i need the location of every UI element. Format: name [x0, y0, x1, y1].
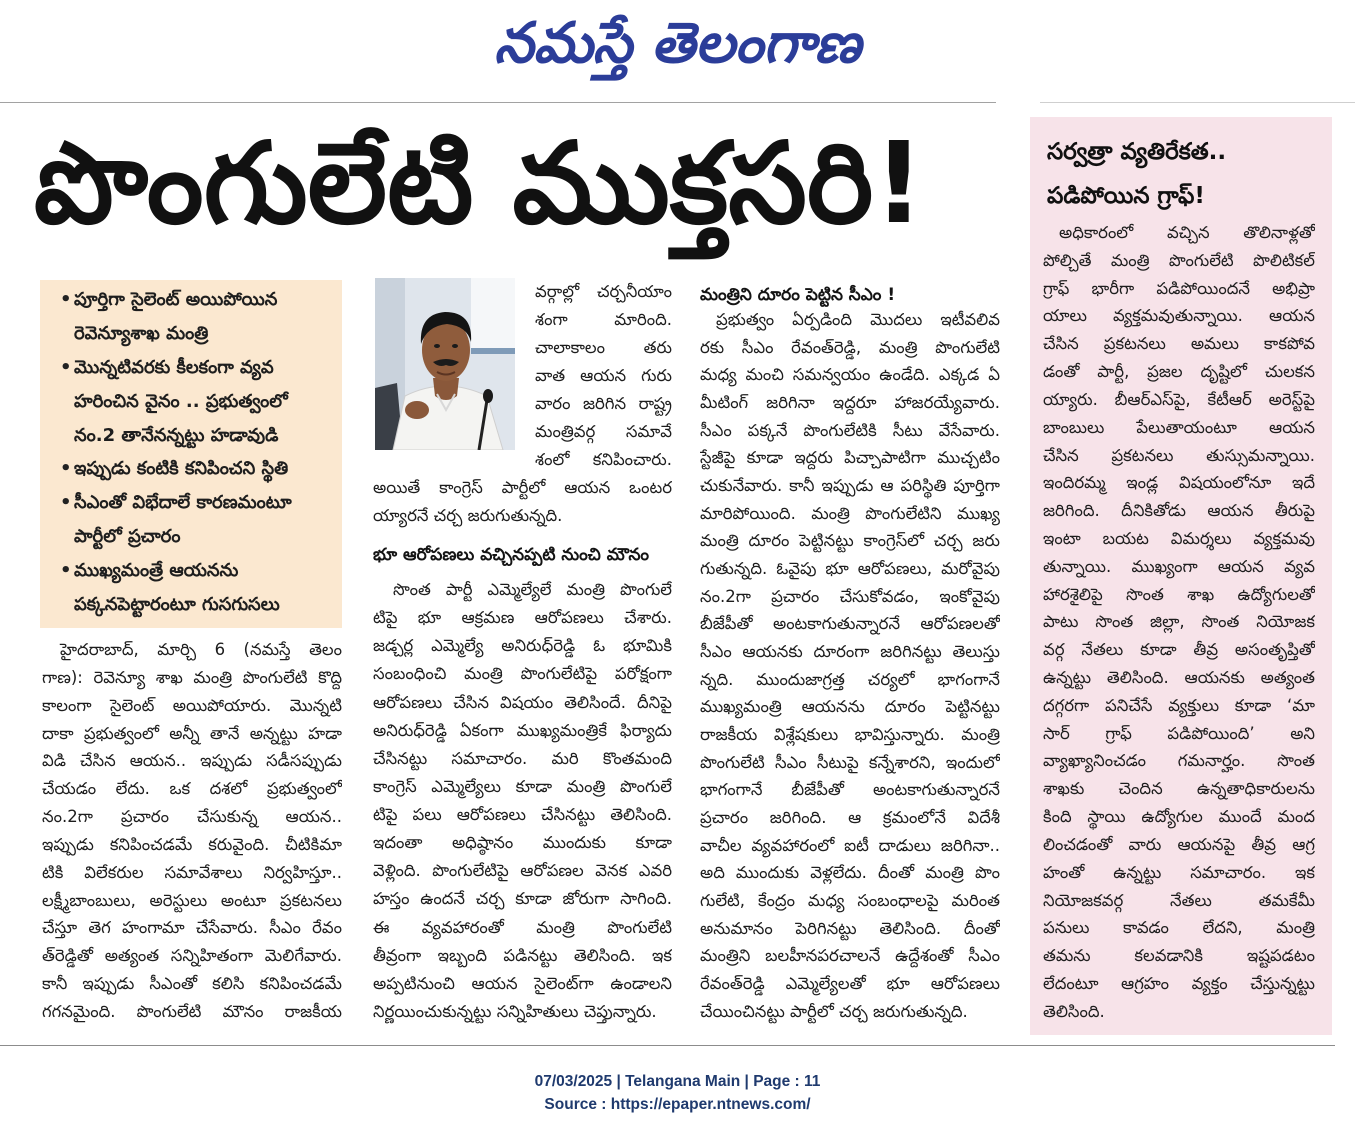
text-line: నియోజకవర్గ నేతలు తమకేమీ	[1043, 890, 1315, 910]
sidebar-title-line-2: పడిపోయిన గ్రాఫ్!	[1047, 183, 1205, 209]
text-line: చేసిన ప్రకటనలు తుస్సుమన్నాయి.	[1043, 445, 1315, 465]
text-line: బాంబులు పేలుతాయంటూ ఆయన	[1043, 417, 1315, 437]
text-line: బీజేపీతో అంటకాగుతున్నారనే ఆరోపణలతో	[700, 614, 1000, 634]
text-line: పనులు కావడం లేదని, మంత్రి	[1043, 918, 1315, 938]
column-1-text	[42, 636, 342, 1028]
text-line: మంత్రిని బలహీనపరచాలనే ఉద్దేశంతో సీఎం	[700, 946, 1000, 966]
text-line: తెలిసింది.	[1043, 1001, 1105, 1021]
text-line: ఆరోపణలు చేసిన విషయం తెలిసిందే. దీనిపై	[373, 692, 672, 712]
highlight-item	[60, 351, 336, 453]
text-line: య్యారనే చర్చ జరుగుతున్నది.	[373, 506, 563, 525]
text-line: మారిపోయింది. మంత్రి పొంగులేటిని ముఖ్య	[700, 503, 1000, 523]
text-line: రేవంత్‌రెడ్డి ఎమ్మెల్యేలతో భూ ఆరోపణలు	[700, 974, 1000, 994]
text-line: శంగా మారింది.	[535, 310, 672, 329]
text-line: శంలో కనిపించారు.	[535, 450, 672, 469]
footer-divider	[0, 1045, 1335, 1046]
text-line: అనిరుధ్‌రెడ్డి ఏకంగా ముఖ్యమంత్రికే ఫిర్యాదు	[373, 720, 672, 740]
masthead-divider	[0, 102, 996, 103]
text-line: గుతున్నది. ఓవైపు భూ ఆరోపణలు, మరోవైపు	[700, 559, 1000, 579]
text-line: ముఖ్యమంత్రి ఆయనను దూరం పెట్టినట్టు	[700, 697, 1000, 717]
text-line: సొంత పార్టీ ఎమ్మెల్యేలే మంత్రి పొంగులే	[393, 580, 672, 599]
text-line: పాటు సొంత జిల్లా, సొంత నియోజక	[1043, 612, 1315, 632]
highlight-line: • సీఎంతో విభేదాలే కారణమంటూ	[74, 492, 292, 514]
highlight-line: • మొన్నటివరకు కీలకంగా వ్యవ	[74, 356, 274, 378]
text-line: ప్రచారం జరిగింది. ఆ క్రమంలోనే విదేశీ	[700, 808, 1000, 828]
highlight-line: • పూర్తిగా సైలెంట్ అయిపోయిన	[74, 289, 278, 310]
text-line: న్నది. ముందుజాగ్రత్త చర్యలో భాగంగానే	[700, 669, 1000, 689]
text-line: త్‌రెడ్డితో అత్యంత సన్నిహితంగా మెలిగేవారు.	[42, 946, 342, 966]
text-line: దాకా ప్రభుత్వంలో అన్నీ తానే అన్నట్టు హడా	[42, 723, 342, 743]
text-line: రాజకీయ విశ్లేషకులు భావిస్తున్నారు. మంత్రి	[700, 725, 1000, 745]
text-line: వారం జరిగిన రాష్ట్ర	[535, 394, 672, 413]
sidebar-body	[1043, 219, 1315, 1029]
text-line: నిర్ణయించుకున్నట్టు సన్నిహితులు చెప్తున్నారు.	[373, 1001, 657, 1021]
text-line: అప్పటినుంచి ఆయన సైలెంట్‌గా ఉండాలని	[373, 973, 672, 993]
text-line: స్టేజీపై కూడా ఇద్దరు పిచ్చాపాటిగా ముచ్చటిం	[700, 448, 1000, 468]
text-line: అది ముందుకు వెళ్లలేదు. దీంతో మంత్రి పొం	[700, 863, 1000, 883]
text-line: చేయించినట్టు పార్టీలో చర్చ జరుగుతున్నది.	[700, 1001, 968, 1021]
text-line: లేదంటూ ఆగ్రహం వ్యక్తం చేస్తున్నట్టు	[1043, 973, 1315, 993]
text-line: తీవ్రంగా ఇబ్బంది పడినట్టు తెలిసింది. ఇక	[373, 945, 672, 965]
text-line: కానీ ఇప్పుడు సీఎంతో కలిసి కనిపించడమే	[42, 974, 342, 994]
text-line: దగ్గరగా పనిచేసే వ్యక్తులు కూడా ‘మా	[1043, 695, 1315, 715]
text-line: వాత ఆయన గురు	[535, 366, 672, 385]
highlights-box	[40, 280, 342, 628]
text-line: మీటింగ్ జరిగినా ఇద్దరూ హాజరయ్యేవారు.	[700, 393, 1000, 413]
text-line: చాలాకాలం తరు	[535, 338, 672, 357]
text-line: గాణ): రెవెన్యూ శాఖ మంత్రి పొంగులేటి కొద్ది	[42, 667, 342, 687]
text-line: చేసిన ప్రకటనలు అమలు కాకపోవ	[1043, 334, 1315, 354]
text-line: కాలంగా సైలెంట్ అయిపోయారు. మొన్నటి	[42, 695, 342, 715]
text-line: చేస్తూ తెగ హంగామా చేసేవారు. సీఎం రేవం	[42, 918, 342, 938]
text-line: నం.2గా ప్రచారం చేసుకున్న ఆయన..	[42, 807, 342, 827]
photo-image	[375, 278, 515, 450]
text-line: మధ్య మంచి సమన్వయం ఉండేది. ఎక్కడ ఏ	[700, 365, 1000, 385]
column-2-below-photo	[373, 474, 672, 530]
highlight-item	[60, 554, 336, 622]
text-line: వాచీల వ్యవహారంలో ఐటీ దాడులు జరిగినా..	[700, 835, 1000, 855]
masthead-divider-right	[1040, 102, 1355, 103]
text-line: లించడంతో వారు ఆయనపై తీవ్ర ఆగ్ర	[1043, 834, 1315, 854]
text-line: భాగంగానే బీజేపీతో అంటకాగుతున్నారనే	[700, 780, 1000, 800]
text-line: చేయడం లేదు. ఒక దశలో ప్రభుత్వంలో	[42, 779, 342, 799]
text-line: జరిగింది. దీనికితోడు ఆయన తీరుపై	[1043, 501, 1315, 521]
text-line: పొంగులేటి సీఎం సీటుపై కన్నేశారని, ఇందులో	[700, 752, 1000, 772]
text-line: టిపై పలు ఆరోపణలు చేసినట్టు తెలిసింది.	[373, 805, 672, 824]
highlight-line: రెవెన్యూశాఖ మంత్రి	[74, 322, 209, 344]
column-3-body	[700, 306, 1000, 1028]
text-line: మంత్రివర్గ సమావే	[535, 422, 672, 441]
text-line: హంతో ఉన్నట్టు సమాచారం. ఇక	[1043, 862, 1315, 882]
highlight-line: • ముఖ్యమంత్రే ఆయనను	[74, 560, 239, 582]
text-line: కాంగ్రెస్ ఎమ్మెల్యేలు కూడా మంత్రి పొంగులే	[373, 776, 672, 796]
sidebar-title-line-1: సర్వత్రా వ్యతిరేకత..	[1047, 139, 1227, 165]
text-line: సీఎం పక్కనే పొంగులేటికి సీటు వేసేవారు.	[700, 420, 1000, 440]
text-line: టిపై భూ ఆక్రమణ ఆరోపణలు చేశారు.	[373, 608, 672, 628]
text-line: హస్తం ఉందనే చర్చ కూడా జోరుగా సాగింది.	[373, 889, 672, 909]
text-line: ఉన్నట్టు తెలిసింది. ఆయనకు అత్యంత	[1043, 668, 1315, 687]
text-line: గ్రాఫ్ భారీగా పడిపోయిందనే అభిప్రా	[1043, 278, 1315, 298]
column-3-subheading: మంత్రిని దూరం పెట్టిన సీఎం !	[700, 285, 896, 305]
text-line: సీఎం ఆయనకు దూరంగా జరిగినట్టు తెలుస్తు	[700, 642, 1000, 662]
text-line: నం.2గా ప్రచారం చేసుకోవడం, ఇంకోవైపు	[700, 586, 1000, 606]
text-line: సార్ గ్రాఫ్ పడిపోయింది’ అని	[1043, 723, 1315, 743]
text-line: తున్నాయి. ముఖ్యంగా ఆయన వ్యవ	[1043, 556, 1315, 576]
text-line: అనుమానం పెరిగినట్టు తెలిసింది. దీంతో	[700, 918, 1000, 938]
text-line: యాలు వ్యక్తమవుతున్నాయి. ఆయన	[1043, 306, 1315, 326]
highlight-item	[60, 486, 336, 554]
highlight-item	[60, 452, 336, 486]
text-line: గగనమైంది. పొంగులేటి మౌనం రాజకీయ	[42, 1001, 342, 1021]
highlight-item	[60, 283, 336, 351]
highlight-line: పార్టీలో ప్రచారం	[74, 526, 181, 548]
text-line: విడి చేసిన ఆయన.. ఇప్పుడు సడీసప్పుడు	[42, 751, 342, 771]
text-line: హారశైలిపై సొంత శాఖ ఉద్యోగులతో	[1043, 584, 1315, 604]
column-2-subheading: భూ ఆరోపణలు వచ్చినప్పటి నుంచి మౌనం	[373, 545, 650, 565]
text-line: ఇంటా బయట విమర్శలు వ్యక్తమవు	[1043, 528, 1315, 548]
text-line: ఇందిరమ్మ ఇండ్ల విషయంలోనూ ఇదే	[1043, 473, 1315, 493]
text-line: జడ్చర్ల ఎమ్మెల్యే అనిరుధ్‌రెడ్డి ఓ భూమికి	[373, 636, 672, 656]
text-line: కింది స్థాయి ఉద్యోగుల ముందే మంద	[1043, 807, 1315, 827]
column-2-beside-photo	[535, 278, 672, 474]
highlight-line: హరించిన వైనం .. ప్రభుత్వంలో	[74, 390, 288, 412]
text-line: ఇదంతా అధిష్ఠానం ముందుకు కూడా	[373, 833, 672, 853]
text-line: చుకునేవారు. కానీ ఇప్పుడు ఆ పరిస్థితి పూర్తిగా	[700, 476, 1000, 496]
text-line: రకు సీఎం రేవంత్‌రెడ్డి, మంత్రి పొంగులేటి	[700, 337, 1000, 357]
text-line: టికి విలేకరుల సమావేశాలు నిర్వహిస్తూ..	[42, 862, 342, 882]
text-line: మంత్రి దూరం పెట్టినట్టు కాంగ్రెస్‌లో చర్చ జరు	[700, 531, 1000, 551]
text-line: సంబంధించి మంత్రి పొంగులేటిపై పరోక్షంగా	[373, 664, 672, 684]
text-line: ఈ వ్యవహారంతో మంత్రి పొంగులేటి	[373, 917, 672, 937]
highlight-line: నం.2 తానేనన్నట్టు హడావుడి	[74, 424, 279, 446]
text-line: తమను కలవడానికి ఇష్టపడటం	[1043, 946, 1315, 966]
highlights-list	[60, 283, 336, 622]
highlight-line: • ఇప్పుడు కంటికి కనిపించని స్థితి	[74, 458, 289, 480]
text-line: య్యారు. బీఆర్‌ఎస్‌పై, కేటీఆర్ అరెస్ట్‌పై	[1043, 389, 1315, 409]
text-line: అధికారంలో వచ్చిన తొలినాళ్లతో	[1059, 223, 1315, 242]
text-line: హైదరాబాద్, మార్చి 6 (నమస్తే తెలం	[60, 640, 342, 659]
text-line: వర్గ నేతలు కూడా తీవ్ర అసంతృప్తితో	[1043, 640, 1315, 660]
edition-info: 07/03/2025 | Telangana Main | Page : 11	[534, 1073, 821, 1090]
text-line: డంతో పార్టీ, ప్రజల దృష్టిలో చులకన	[1043, 362, 1315, 382]
text-line: వ్యాఖ్యానించడం గమనార్హం. సొంత	[1043, 751, 1315, 771]
text-line: అయితే కాంగ్రెస్ పార్టీలో ఆయన ఒంటర	[373, 478, 672, 497]
text-line: పోల్చితే మంత్రి పొంగులేటి పొలిటికల్	[1043, 250, 1315, 270]
highlight-line: పక్కనపెట్టారంటూ గుసగుసలు	[74, 594, 280, 616]
text-line: చేసినట్టు సమాచారం. మరి కొంతమంది	[373, 748, 672, 768]
text-line: ప్రభుత్వం ఏర్పడింది మొదలు ఇటీవలివ	[716, 310, 1000, 329]
article-headline: పొంగులేటి ముక్తసరి!	[34, 119, 925, 249]
text-line: గులేటి, కేంద్రం మధ్య సంబంధాలపై మరింత	[700, 891, 1000, 911]
column-2-body	[373, 576, 672, 1028]
text-line: వర్గాల్లో చర్చనీయాం	[535, 282, 672, 301]
text-line: శాఖకు చెందిన ఉన్నతాధికారులను	[1043, 779, 1315, 799]
masthead-logo: నమస్తే తెలంగాణ	[494, 11, 861, 76]
minister-photo	[375, 278, 515, 450]
text-line: ఇప్పుడు కనిపించడమే కరువైంది. చీటికిమా	[42, 834, 342, 854]
text-line: లక్ష్మీబాంబులు, అరెస్టులు అంటూ ప్రకటనలు	[42, 890, 342, 910]
source-link[interactable]: Source : https://epaper.ntnews.com/	[544, 1096, 811, 1113]
text-line: వెళ్లింది. పొంగులేటిపై ఆరోపణల వెనక ఎవరి	[373, 861, 672, 881]
